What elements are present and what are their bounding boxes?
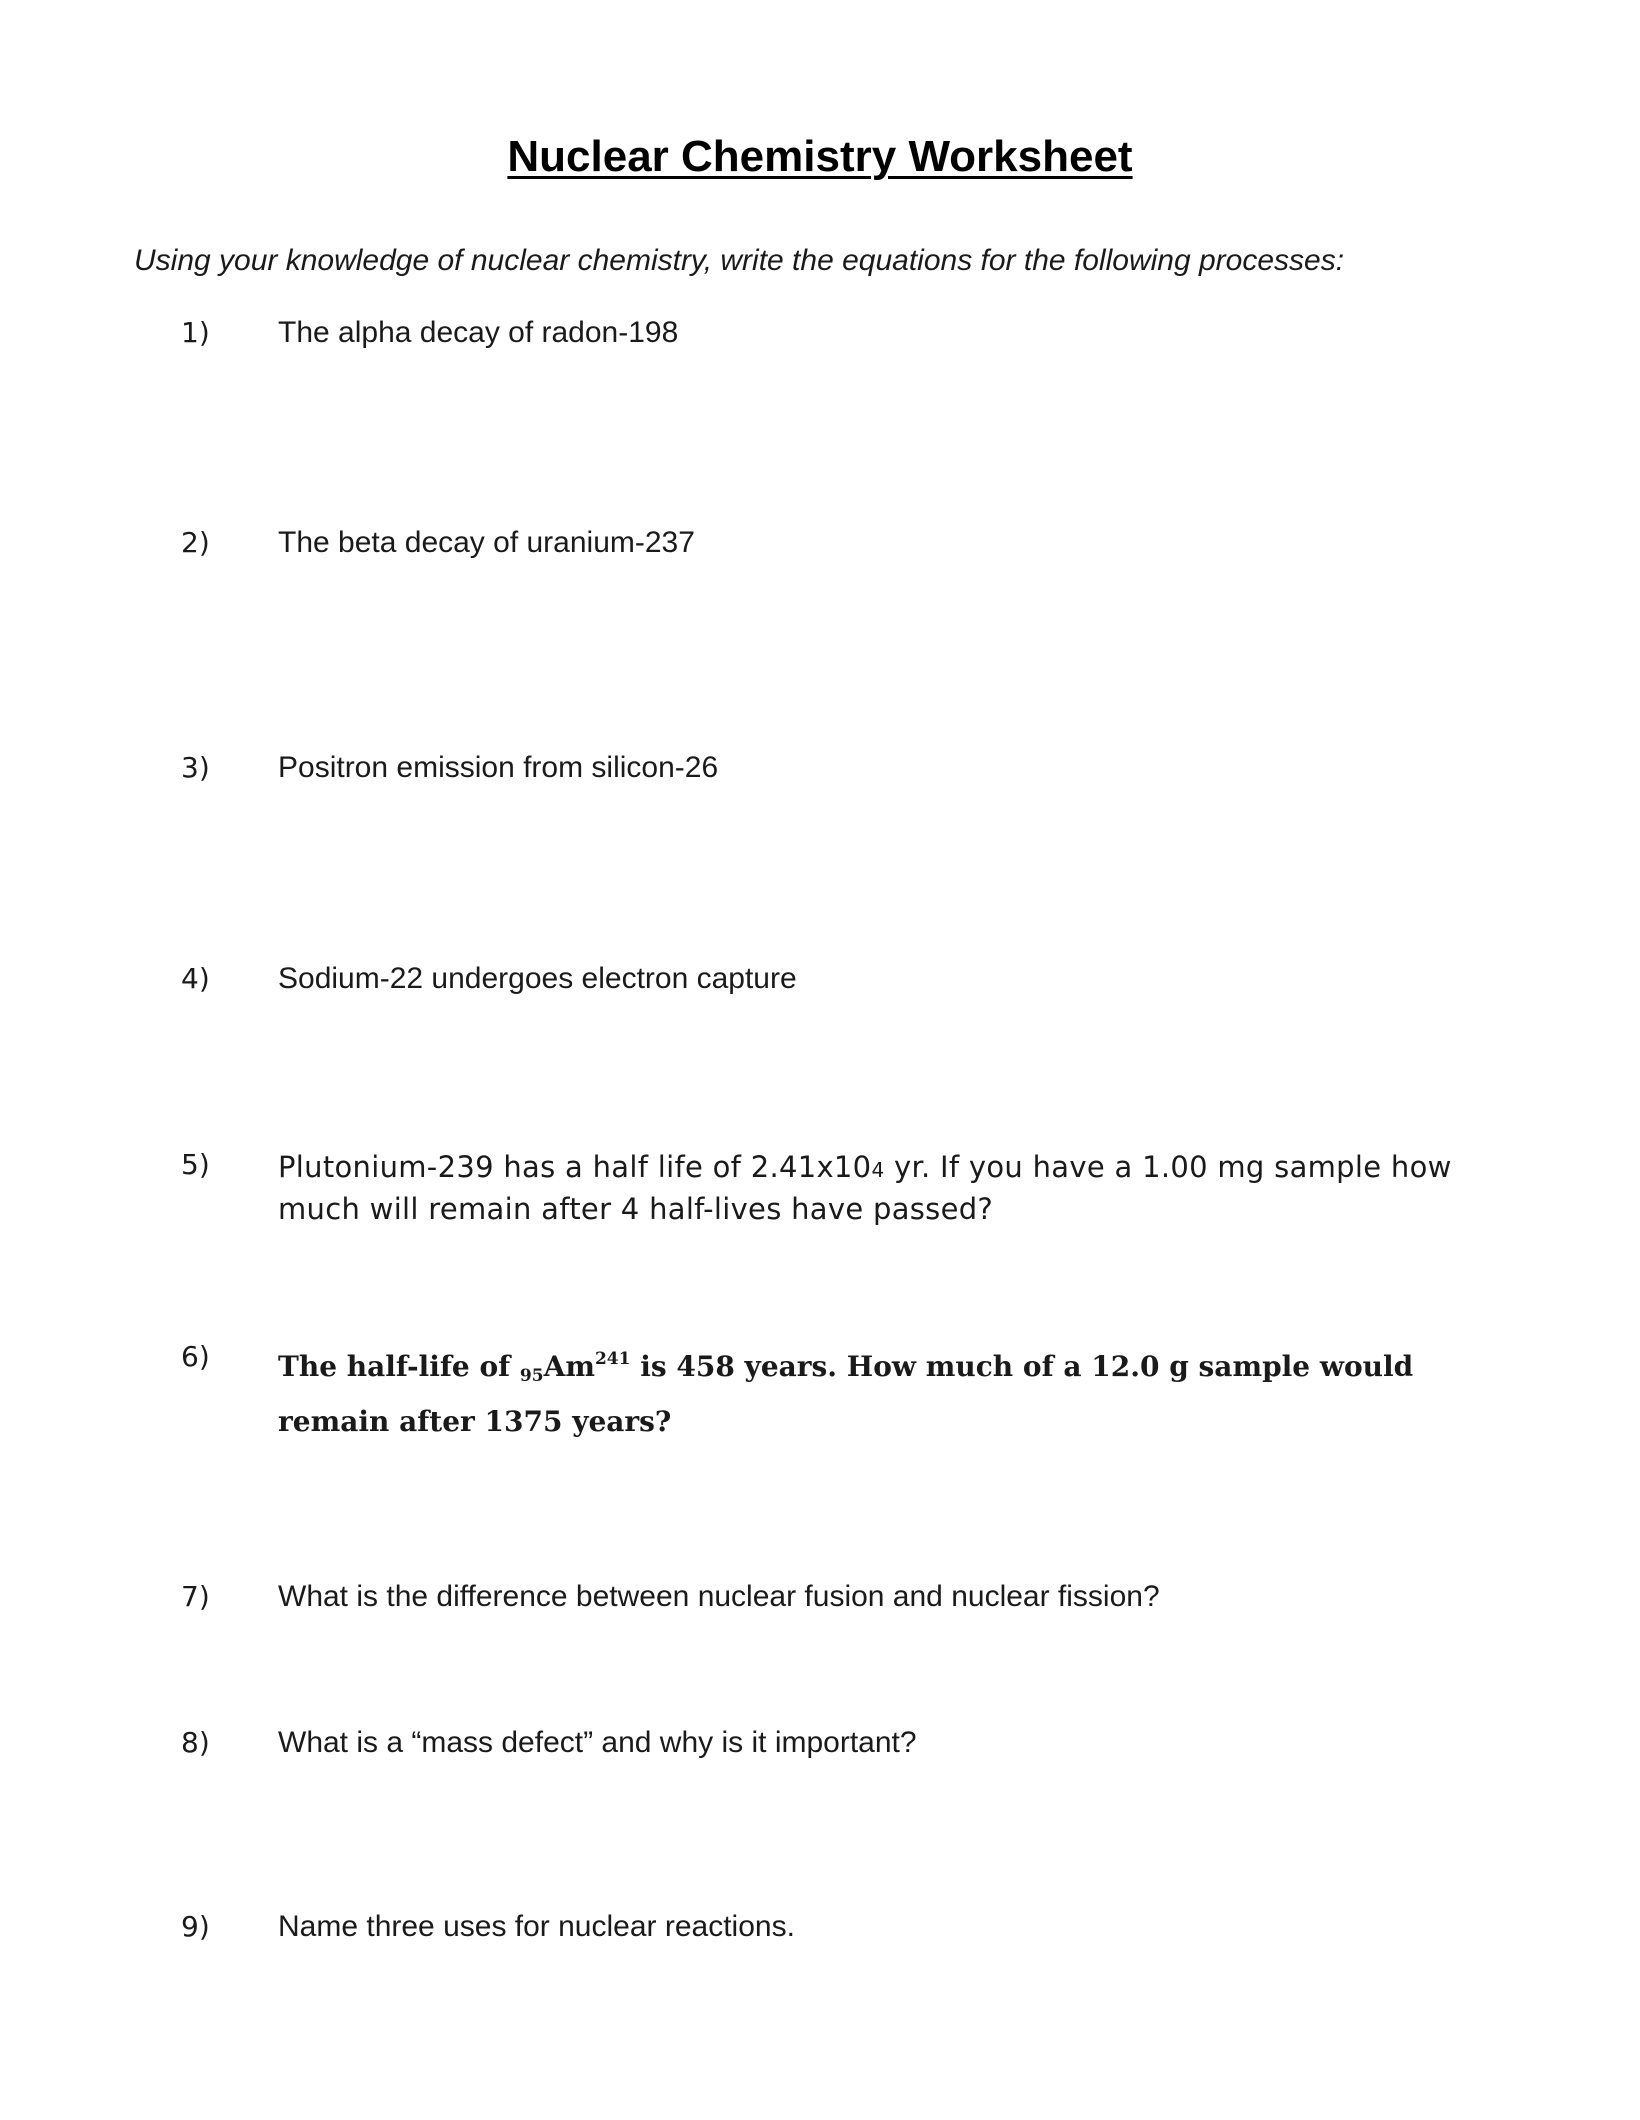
question-text: What is a “mass defect” and why is it important? <box>278 1726 917 1759</box>
page-title: Nuclear Chemistry Worksheet <box>507 132 1133 181</box>
question-text: The beta decay of uranium-237 <box>278 526 695 559</box>
question-number: 1) <box>181 316 210 349</box>
atomic-number: 95 <box>519 1366 544 1386</box>
question-number: 3) <box>181 751 210 784</box>
question-text-end: is 458 years. How much of a 12.0 g sample would remain after 1375 years? <box>278 1350 1414 1438</box>
instructions: Using your knowledge of nuclear chemistry, write the equations for the following processes: <box>134 244 1345 277</box>
exponent: 4 <box>871 1158 885 1182</box>
question-number: 8) <box>181 1726 210 1759</box>
question-text: What is the difference between nuclear fusion and nuclear fission? <box>278 1580 1160 1613</box>
question-text: Name three uses for nuclear reactions. <box>278 1910 795 1943</box>
question-text-start: Plutonium-239 has a half life of 2.41x10 <box>278 1150 872 1184</box>
mass-number: 241 <box>594 1349 631 1369</box>
question-text-start: The half-life of <box>278 1350 520 1383</box>
question-number: 7) <box>181 1580 210 1613</box>
question-text: Positron emission from silicon-26 <box>278 751 719 784</box>
question-number: 6) <box>181 1340 210 1373</box>
question-text <box>278 1336 1478 1445</box>
question-number: 5) <box>181 1148 210 1181</box>
question-text <box>278 1148 1478 1229</box>
element-symbol: Am <box>543 1350 595 1383</box>
question-text: Sodium-22 undergoes electron capture <box>278 962 797 995</box>
question-text-end: yr. If you have a 1.00 mg sample how much will remain after 4 half-lives have passed? <box>278 1150 1452 1226</box>
question-text: The alpha decay of radon-198 <box>278 316 679 349</box>
question-number: 9) <box>181 1910 210 1943</box>
question-number: 4) <box>181 962 210 995</box>
question-number: 2) <box>181 526 210 559</box>
